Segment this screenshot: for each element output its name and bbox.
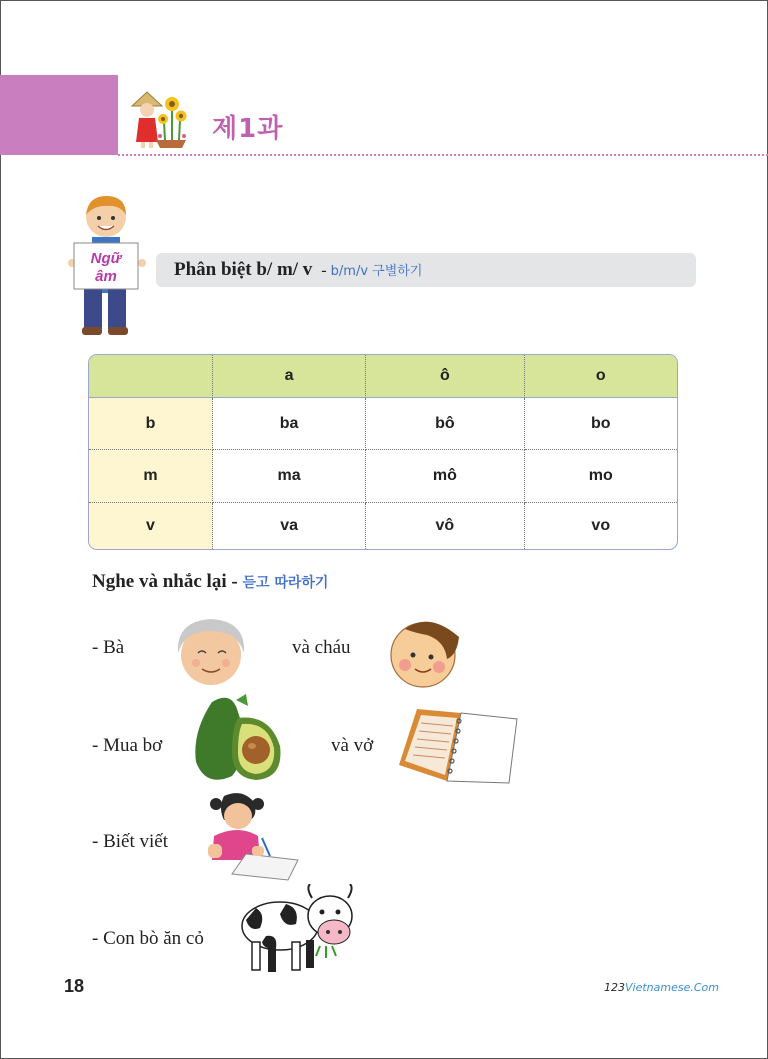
pronunciation-title-bar — [156, 253, 696, 287]
syllable-table — [88, 354, 678, 550]
sign-text-line1: Ngữ — [90, 250, 122, 267]
table-cell: vô — [366, 503, 524, 549]
phrase-1-part2: và cháu — [292, 637, 351, 658]
phrase-2-part1: - Mua bơ — [92, 735, 163, 756]
pronunciation-subtitle — [317, 264, 422, 279]
pronunciation-title-text: Phân biệt b/ m/ v — [174, 259, 313, 280]
phrase-1-part1: - Bà — [92, 637, 125, 658]
sign-text-line2: âm — [95, 268, 117, 285]
brand-name: Vietnamese — [625, 981, 691, 994]
table-row — [89, 450, 677, 503]
phrase-2-part2: và vở — [331, 735, 374, 756]
table-cell: mô — [366, 450, 524, 503]
table-cell: mo — [525, 450, 677, 503]
table-row-header: v — [89, 503, 213, 549]
table-row — [89, 503, 677, 549]
brand-logo — [604, 981, 719, 994]
table-cell: va — [213, 503, 366, 549]
listen-heading-korean: 듣고 따라하기 — [242, 575, 329, 591]
table-header-cell: ô — [366, 355, 524, 398]
girl-with-flowers-illustration — [124, 88, 194, 152]
table-row-header: m — [89, 450, 213, 503]
phrase-4-part1: - Con bò ăn cỏ — [92, 928, 204, 949]
table-cell: ma — [213, 450, 366, 503]
table-cell: vo — [591, 517, 611, 534]
header-color-band — [0, 75, 118, 155]
lesson-title: 제1과 — [212, 114, 284, 144]
brand-tld: .Com — [690, 981, 719, 994]
table-header-cell — [89, 355, 213, 398]
girl-writing-illustration — [202, 790, 300, 884]
header-dotted-rule — [118, 154, 768, 156]
notebook-illustration — [397, 705, 519, 785]
grandmother-face-illustration — [172, 613, 250, 689]
boy-holding-sign-illustration — [64, 193, 146, 341]
phrase-3-part1: - Biết viết — [92, 831, 168, 852]
cow-eating-grass-illustration — [236, 884, 360, 976]
table-cell: ba — [213, 398, 366, 450]
pronunciation-subtitle-text: b/m/v 구별하기 — [330, 264, 423, 279]
table-cell: bo — [525, 398, 677, 450]
grandchild-face-illustration — [385, 615, 463, 689]
table-header-row — [89, 355, 677, 398]
table-header-cell: a — [213, 355, 366, 398]
page-number: 18 — [64, 976, 85, 996]
table-cell: bô — [366, 398, 524, 450]
table-row-header: b — [89, 398, 213, 450]
subtitle-dash: - — [321, 262, 327, 279]
avocado-illustration — [192, 692, 286, 782]
brand-number: 123 — [604, 981, 625, 994]
listen-heading-text: Nghe và nhắc lại - — [92, 571, 238, 592]
table-row — [89, 398, 677, 450]
listen-heading — [92, 571, 328, 593]
table-header-cell: o — [525, 355, 677, 398]
pronunciation-title — [174, 259, 422, 281]
